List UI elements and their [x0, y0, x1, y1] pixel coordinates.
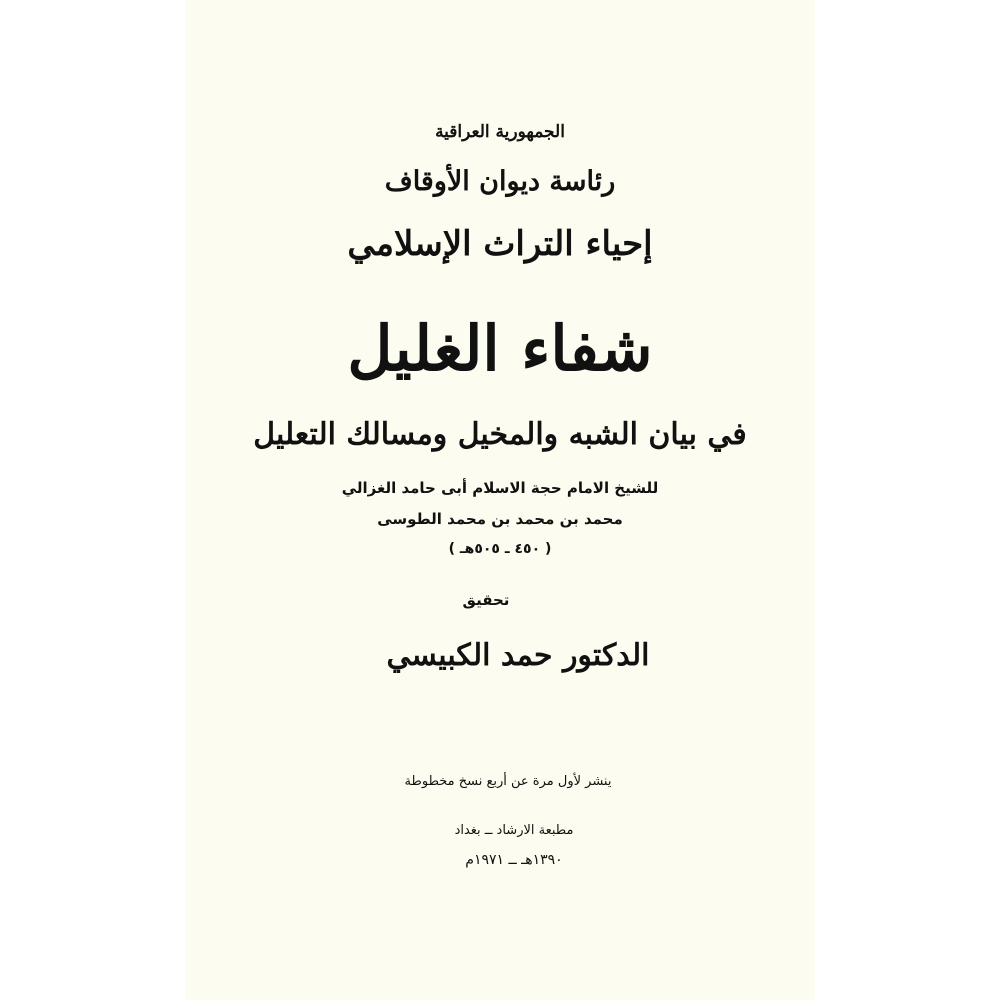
series-heading: إحياء التراث الإسلامي — [347, 224, 653, 264]
editor-label: تحقيق — [462, 591, 510, 609]
title-page — [185, 0, 815, 1000]
author-dates: ( ٤٥٠ ـ ٥٠٥هـ ) — [448, 541, 552, 557]
publication-note: ينشر لأول مرة عن أربع نسخ مخطوطة — [404, 774, 612, 789]
author-line-2: محمد بن محمد بن محمد الطوسى — [377, 510, 623, 528]
republic-heading: الجمهورية العراقية — [435, 122, 565, 142]
author-line-1: للشيخ الامام حجة الاسلام أبى حامد الغزالي — [341, 479, 659, 497]
presidency-heading: رئاسة ديوان الأوقاف — [384, 166, 616, 197]
book-subtitle: في بيان الشبه والمخيل ومسالك التعليل — [253, 417, 747, 452]
editor-name: الدكتور حمد الكبيسي — [386, 638, 650, 673]
publication-year: ١٣٩٠هـ ــ ١٩٧١م — [465, 852, 563, 868]
book-title: شفاء الغليل — [347, 312, 653, 385]
press-name: مطبعة الارشاد ــ بغداد — [454, 823, 574, 838]
